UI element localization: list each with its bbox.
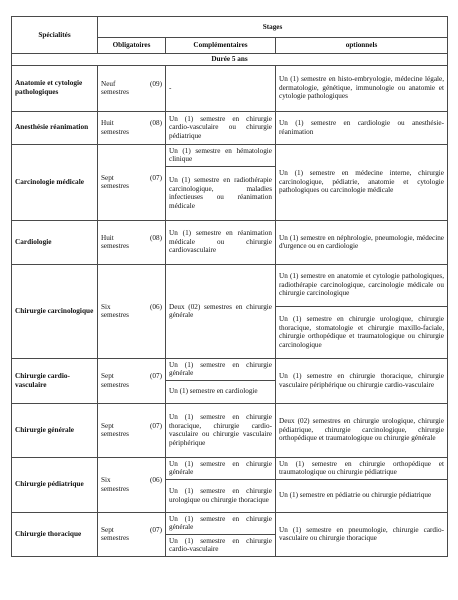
obligatoire-unit: semestres: [101, 88, 129, 97]
obligatoire-cell: [98, 403, 166, 457]
optionnel-cell: Un (1) semestre en histo-embryologie, médecine légale, dermatologie, génétique, immunologie ou anatomie et cytologie pathologiques: [276, 65, 448, 111]
table-row: [12, 457, 448, 479]
header-specialites: Spécialités: [12, 17, 98, 54]
stages-table: [11, 16, 448, 557]
optionnel-cell: Un (1) semestre en néphrologie, pneumologie, médecine d'urgence ou en cardiologie: [276, 220, 448, 264]
duration-label: Durée 5 ans: [12, 54, 448, 66]
table-row: [12, 111, 448, 144]
specialite-cell: Anesthésie réanimation: [12, 111, 98, 144]
complementaire-cell: Un (1) semestre en cardiologie: [166, 380, 276, 403]
complementaire-cell: -: [166, 65, 276, 111]
table-row: [12, 220, 448, 264]
complementaire-cell: Un (1) semestre en chirurgie urologique ou chirurgie thoracique: [166, 479, 276, 512]
obligatoire-cell: [98, 264, 166, 358]
obligatoire-number: (06): [150, 302, 162, 311]
obligatoire-number: (08): [150, 119, 162, 127]
obligatoire-count: Sept: [101, 372, 114, 380]
header-optionnels: optionnels: [276, 38, 448, 54]
obligatoire-number: (08): [150, 233, 162, 242]
specialite-cell: Anatomie et cytologie pathologiques: [12, 65, 98, 111]
complementaire-cell: Un (1) semestre en chirurgie générale: [166, 457, 276, 479]
obligatoire-unit: semestres: [101, 311, 129, 320]
obligatoire-cell: [98, 220, 166, 264]
specialite-cell: Chirurgie carcinologique: [12, 264, 98, 358]
obligatoire-count: Sept: [101, 173, 114, 182]
specialite-cell: Chirurgie thoracique: [12, 512, 98, 556]
obligatoire-count: Huit: [101, 233, 114, 242]
obligatoire-unit: semestres: [101, 534, 129, 543]
complementaire-cell: Un (1) semestre en chirurgie thoracique, chirurgie cardio-vasculaire ou chirurgie vasculaire périphérique: [166, 403, 276, 457]
duration-row: [12, 54, 448, 66]
obligatoire-cell: [98, 65, 166, 111]
complementaire-cell: Un (1) semestre en hématologie clinique: [166, 144, 276, 166]
header-obligatoires: Obligatoires: [98, 38, 166, 54]
optionnel-cell: Un (1) semestre en chirurgie thoracique, chirurgie vasculaire périphérique ou chirurgie cardio-vasculaire: [276, 358, 448, 403]
table-row: [12, 144, 448, 166]
obligatoire-count: Neuf: [101, 79, 116, 88]
specialite-cell: Chirurgie cardio-vasculaire: [12, 358, 98, 403]
obligatoire-cell: [98, 111, 166, 144]
optionnel-cell: Deux (02) semestres en chirurgie urologique, chirurgie pédiatrique, chirurgie carcinologique, chirurgie orthopédique et traumatologique ou chirurgie générale: [276, 403, 448, 457]
obligatoire-unit: semestres: [101, 484, 129, 493]
obligatoire-unit: semestres: [101, 430, 129, 439]
obligatoire-count: Sept: [101, 421, 114, 430]
obligatoire-count: Six: [101, 302, 111, 311]
specialite-cell: Carcinologie médicale: [12, 144, 98, 220]
table-row: [12, 358, 448, 380]
table-row: [12, 264, 448, 306]
obligatoire-number: (07): [150, 421, 162, 430]
obligatoire-count: Sept: [101, 525, 114, 534]
obligatoire-count: Six: [101, 476, 111, 484]
obligatoire-unit: semestres: [101, 127, 129, 136]
specialite-cell: Cardiologie: [12, 220, 98, 264]
obligatoire-count: Huit: [101, 119, 114, 127]
complementaire-cell: Un (1) semestre en chirurgie cardio-vasculaire ou chirurgie pédiatrique: [166, 111, 276, 144]
optionnel-cell: Un (1) semestre en pneumologie, chirurgie cardio-vasculaire ou chirurgie thoracique: [276, 512, 448, 556]
obligatoire-cell: [98, 144, 166, 220]
obligatoire-unit: semestres: [101, 380, 129, 389]
obligatoire-unit: semestres: [101, 242, 129, 251]
optionnel-cell: Un (1) semestre en anatomie et cytologie pathologiques, radiothérapie carcinologique, carcinologie médicale ou chirurgie carcinologique: [276, 264, 448, 306]
header-row-1: [12, 17, 448, 38]
obligatoire-unit: semestres: [101, 182, 129, 191]
table-row: [12, 512, 448, 534]
obligatoire-number: (07): [150, 372, 162, 380]
obligatoire-number: (09): [150, 79, 162, 88]
obligatoire-number: (07): [150, 173, 162, 182]
header-stages: Stages: [98, 17, 448, 38]
obligatoire-number: (06): [150, 476, 162, 484]
complementaire-cell: Un (1) semestre en radiothérapie carcinologique, maladies infectieuses ou réanimation médicale: [166, 166, 276, 220]
optionnel-cell: Un (1) semestre en chirurgie urologique, chirurgie thoracique, stomatologie et chirurgie maxillo-faciale, chirurgie orthopédique et traumatologique ou chirurgie carcinologique: [276, 306, 448, 358]
complementaire-cell: Un (1) semestre en chirurgie générale: [166, 512, 276, 534]
table-row: [12, 403, 448, 457]
specialite-cell: Chirurgie générale: [12, 403, 98, 457]
complementaire-cell: Un (1) semestre en réanimation médicale ou chirurgie cardiovasculaire: [166, 220, 276, 264]
obligatoire-number: (07): [150, 525, 162, 534]
specialite-cell: Chirurgie pédiatrique: [12, 457, 98, 512]
obligatoire-cell: [98, 457, 166, 512]
obligatoire-cell: [98, 358, 166, 403]
complementaire-cell: Un (1) semestre en chirurgie générale: [166, 358, 276, 380]
optionnel-cell: Un (1) semestre en pédiatrie ou chirurgie pédiatrique: [276, 479, 448, 512]
complementaire-cell: Un (1) semestre en chirurgie cardio-vasculaire: [166, 534, 276, 556]
optionnel-cell: Un (1) semestre en chirurgie orthopédique et traumatologique ou chirurgie pédiatrique: [276, 457, 448, 479]
complementaire-cell: Deux (02) semestres en chirurgie générale: [166, 264, 276, 358]
obligatoire-cell: [98, 512, 166, 556]
table-row: [12, 65, 448, 111]
optionnel-cell: Un (1) semestre en cardiologie ou anesthésie-réanimation: [276, 111, 448, 144]
header-complementaires: Complémentaires: [166, 38, 276, 54]
optionnel-cell: Un (1) semestre en médecine interne, chirurgie carcinologique, pédiatrie, anatomie et cytologie pathologiques ou carcinologie médicale: [276, 144, 448, 220]
